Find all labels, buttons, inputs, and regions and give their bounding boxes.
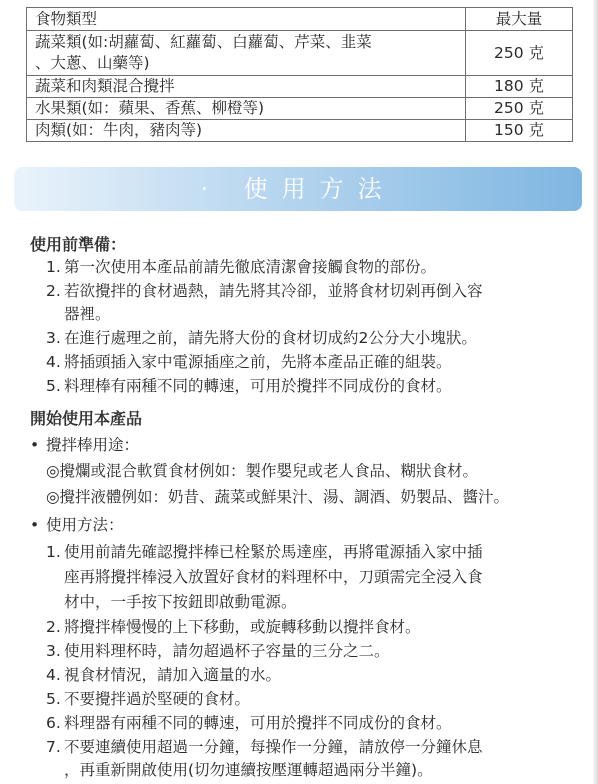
method-item-number: 1. [46, 543, 61, 561]
prep-item-number: 4. [46, 353, 61, 371]
prep-item-text: 若欲攪拌的食材過熱，請先將其冷卻，並將食材切剁再倒入容 [64, 282, 483, 300]
prep-heading: 使用前準備： [30, 235, 127, 254]
table-cell-max: 150 克 [466, 120, 573, 142]
method-item-text: 不要連續使用超過一分鐘，每操作一分鐘，請放停一分鐘休息 [64, 738, 483, 756]
header-food-type: 食物類型 [27, 8, 466, 31]
method-item-text: 使用前請先確認攪拌棒已栓緊於馬達座，再將電源插入家中插 [64, 543, 483, 561]
method-item-number: 4. [46, 666, 61, 684]
table-cell-food: 水果類(如：蘋果、香蕉、柳橙等) [27, 98, 466, 120]
table-cell-food [27, 31, 466, 76]
prep-item-number: 2. [46, 282, 61, 300]
method-item-number: 5. [46, 690, 61, 708]
method-item-number: 3. [46, 642, 61, 660]
capacity-table [26, 7, 573, 142]
header-max-amount: 最大量 [466, 8, 573, 31]
method-item-text: ，再重新開啟使用(切勿連續按壓運轉超過兩分半鐘)。 [64, 761, 433, 779]
prep-item-text: 在進行處理之前，請先將大份的食材切成約2公分大小塊狀。 [64, 329, 477, 347]
prep-item-text: 第一次使用本產品前請先徹底清潔會接觸食物的部份。 [64, 258, 437, 276]
prep-item-number: 3. [46, 329, 61, 347]
method-item-number: 6. [46, 714, 61, 732]
prep-item-text: 將插頭插入家中電源插座之前，先將本產品正確的組裝。 [64, 353, 452, 371]
table-cell-max: 250 克 [466, 31, 573, 76]
method-item-number: 2. [46, 618, 61, 636]
table-row [27, 98, 573, 120]
purpose-label: 攪拌棒用途： [46, 436, 140, 454]
method-item-text: 視食材情況，請加入適量的水。 [64, 666, 282, 684]
method-item-text: 將攪拌棒慢慢的上下移動，或旋轉移動以攪拌食材。 [64, 618, 421, 636]
method-item-text: 座再將攪拌棒浸入放置好食材的料理杯中，刀頭需完全浸入食 [64, 568, 483, 586]
prep-item-number: 5. [46, 377, 61, 395]
table-cell-food: 肉類(如：牛肉，豬肉等) [27, 120, 466, 142]
food-line: 蔬菜類(如:胡蘿蔔、紅蘿蔔、白蘿蔔、芹菜、韭菜 [35, 33, 372, 51]
start-heading: 開始使用本產品 [30, 409, 143, 428]
prep-item-text: 料理棒有兩種不同的轉速，可用於攪拌不同成份的食材。 [64, 377, 452, 395]
purpose-item: ◎攪爛或混合軟質食材例如：製作嬰兒或老人食品、糊狀食材。 [46, 462, 479, 480]
method-item-text: 不要攪拌過於堅硬的食材。 [64, 690, 251, 708]
method-label: 使用方法： [46, 516, 124, 534]
method-item-text: 使用料理杯時，請勿超過杯子容量的三分之二。 [64, 642, 390, 660]
table-header-row [27, 8, 573, 31]
table-cell-max: 180 克 [466, 76, 573, 98]
method-item-text: 材中，一手按下按鈕即啟動電源。 [64, 593, 297, 611]
bullet-icon: • [30, 436, 40, 454]
prep-item-number: 1. [46, 258, 61, 276]
table-cell-max: 250 克 [466, 98, 573, 120]
purpose-item: ◎攪拌液體例如：奶昔、蔬菜或鮮果汁、湯、調酒、奶製品、醬汁。 [46, 488, 510, 506]
method-item-number: 7. [46, 738, 61, 756]
table-row [27, 76, 573, 98]
food-line: 、大蔥、山藥等) [35, 54, 150, 72]
banner-title: · 使用方法 [200, 175, 396, 203]
table-row [27, 120, 573, 142]
method-item-text: 料理器有兩種不同的轉速，可用於攪拌不同成份的食材。 [64, 714, 452, 732]
section-banner [14, 167, 582, 211]
page-edge-shadow [592, 0, 598, 784]
prep-item-text: 器裡。 [64, 305, 111, 323]
table-row [27, 31, 573, 76]
table-cell-food: 蔬菜和肉類混合攪拌 [27, 76, 466, 98]
bullet-icon: • [30, 516, 40, 534]
